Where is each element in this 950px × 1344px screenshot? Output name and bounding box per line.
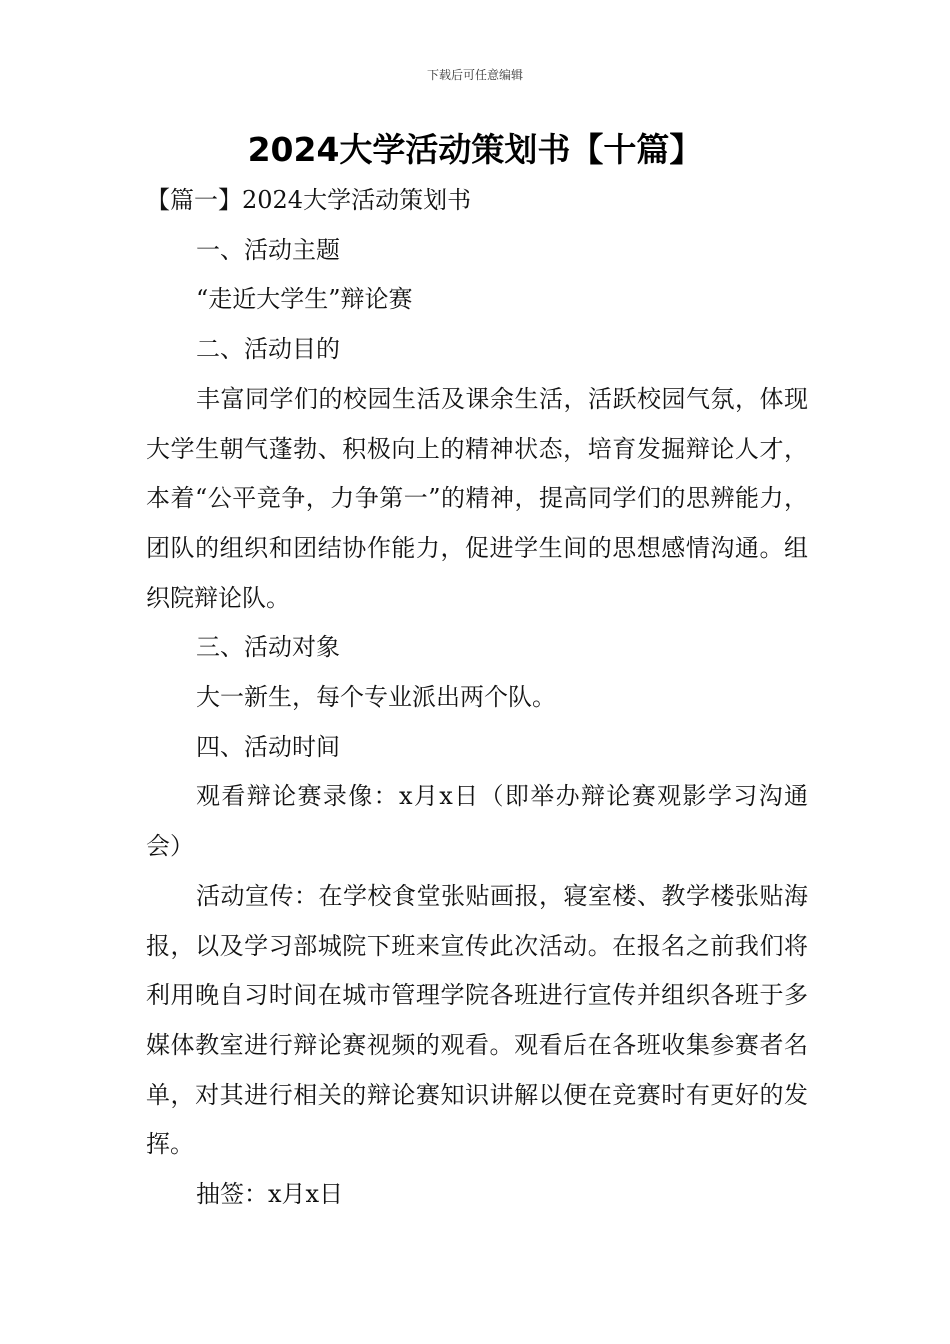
paragraph-theme: “走近大学生”辩论赛 <box>196 285 413 314</box>
section-heading-theme: 一、活动主题 <box>196 235 340 264</box>
document-body <box>146 176 808 1220</box>
header-note: 下载后可任意编辑 <box>426 68 523 82</box>
section-heading-purpose: 二、活动目的 <box>196 335 340 364</box>
paragraph-target: 大一新生，每个专业派出两个队。 <box>196 683 556 712</box>
chapter-heading: 【篇一】2024大学活动策划书 <box>146 186 472 214</box>
section-heading-time: 四、活动时间 <box>196 732 340 761</box>
paragraph-time-promo: 活动宣传：在学校食堂张贴画报，寝室楼、教学楼张贴海报，以及学习部城院下班来宣传此次活动。在报名之前我们将利用晚自习时间在城市管理学院各班进行宣传并组织各班于多媒体教室进行辩论赛视频的观看。观看后在各班收集参赛者名单，对其进行相关的辩论赛知识讲解以便在竞赛时有更好的发挥。 <box>146 881 808 1159</box>
paragraph-time-video: 观看辩论赛录像：x月x日（即举办辩论赛观影学习沟通会） <box>146 782 808 861</box>
document-title: 2024大学活动策划书【十篇】 <box>247 130 703 169</box>
paragraph-time-draw: 抽签：x月x日 <box>196 1180 344 1209</box>
section-heading-target: 三、活动对象 <box>196 633 340 662</box>
paragraph-purpose: 丰富同学们的校园生活及课余生活，活跃校园气氛，体现大学生朝气蓬勃、积极向上的精神状态，培育发掘辩论人才，本着“公平竞争，力争第一”的精神，提高同学们的思辨能力，团队的组织和团结协作能力，促进学生间的思想感情沟通。组织院辩论队。 <box>146 384 808 612</box>
